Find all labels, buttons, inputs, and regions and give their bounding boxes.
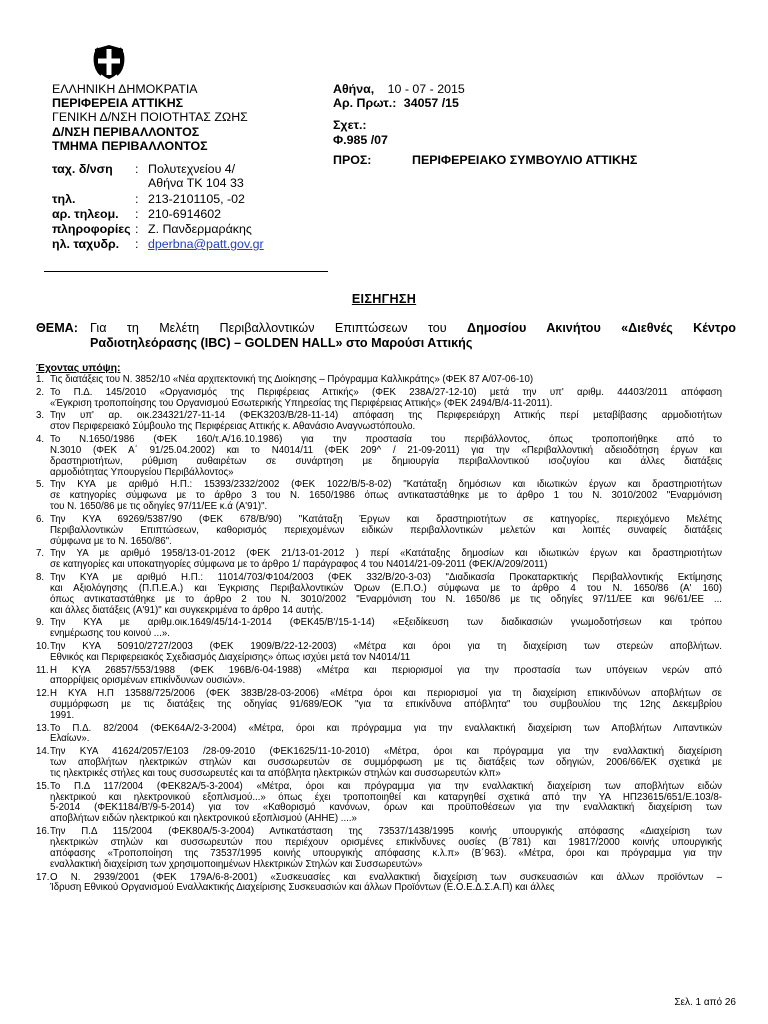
email-link[interactable]: dperbna@patt.gov.gr [148,237,264,251]
list-item-line: Ελαίων». [50,733,90,745]
greek-coat-of-arms-icon [92,44,126,80]
list-item-line: απορρίψεις ορισμένων επικίνδυνων ουσιών». [50,675,246,687]
list-item-line: ενημέρωσης του κοινού ...». [50,628,170,640]
list-item-line: εναλλακτική διαχείριση των χρησιμοποιημένων Ηλεκτρικών Στηλών και Συσσωρευτών» [50,858,423,870]
list-item-line: Ίδρυση Εθνικού Οργανισμού Εναλλακτικής Διαχείρισης Συσκευασιών και άλλων Προϊόντων (Ε.Ο.Ε.Δ.Σ.Α.Π) και άλλες [50,882,555,894]
list-item-line: Η ΚΥΑ Η.Π 13588/725/2006 (ΦΕΚ 383Β/28-03-2006) «Μέτρα όροι και περιορισμοί για τη διαχείριση επικινδύνων αποβλήτων σε [50,688,722,700]
list-item-line: 5-2014 (ΦΕΚ1184/Β'/9-5-2014) για τον «Καθορισμό κανόνων, όρων και προϋποθέσεων για την εναλλακτική διαχείριση των [50,802,722,814]
list-item-line: συμμόρφωση με τις διατάξεις της οδηγίας 91/689/ΕΟΚ "για τα επικίνδυνα απόβλητα" του συμβουλίου της 12ης Δεκεμβρίου [50,698,722,710]
region-name: ΠΕΡΙΦΕΡΕΙΑ ΑΤΤΙΚΗΣ [52,96,184,111]
department: ΤΜΗΜΑ ΠΕΡΙΒΑΛΛΟΝΤΟΣ [52,138,208,153]
list-item-line: τις ηλεκτρικές στήλες και τους συσσωρευτές και τα απόβλητα ηλεκτρικών στηλών και συσσωρευτών κλπ» [50,767,501,779]
list-item-number: 7. [36,548,45,560]
date-label: Αθήνα, [333,82,375,96]
address-line2: Αθήνα ΤΚ 104 33 [148,176,244,190]
issuing-authority [52,82,248,153]
directorate: Δ/ΝΣΗ ΠΕΡΙΒΑΛΛΟΝΤΟΣ [52,124,200,139]
list-item-line: ηλεκτρικού και ηλεκτρονικού εξοπλισμού...» όπως έχει τροποποιηθεί και καταργηθεί σχετικά από την ΥΑ ΗΠ23615/651/Ε.103/8- [50,791,722,803]
list-item-line: Το Π.Δ 117/2004 (ΦΕΚ82Α/5-3-2004) «Μέτρα, όροι και πρόγραμμα για την εναλλακτική διαχείριση των αποβλήτων ειδών [50,780,722,792]
list-item-number: 2. [36,386,45,398]
list-item-line: Ν.3010 (ΦΕΚ Α΄ 91/25.04.2002) και το Ν4014/11 (ΦΕΚ 209^ / 21-09-2011) για την «Περιβαλλοντική αδειοδότηση έργων και [50,444,722,456]
list-item-line: Την Π.Δ 115/2004 (ΦΕΚ80Α/5-3-2004) Αντικατάσταση της 73537/1438/1995 κοινής υπουργικής απόφασης «Διαχείριση των [50,826,722,838]
list-item-number: 6. [36,513,45,525]
document-date [333,82,465,96]
info-value: Ζ. Πανδερμαράκης [148,222,252,236]
list-item-line: «Έγκριση τροποποίησης του Οργανισμού Εσωτερικής Υπηρεσίας της Περιφέρειας Αττικής» (ΦΕΚ 2494/Β/4-11-2011). [50,397,553,409]
list-item-line: Το Π.Δ. 145/2010 «Οργανισμός της Περιφέρειας Αττικής» (ΦΕΚ 238Α/27-12-10) μετά την υπ' αριθμ. 44403/2011 απόφαση [50,386,722,398]
protocol-number [333,96,465,110]
list-item-number: 17. [36,871,50,883]
list-item-number: 3. [36,410,45,422]
fax-label: αρ. τηλεομ. [52,207,119,221]
list-item-line: Την ΥΑ με αριθμό 1958/13-01-2012 (ΦΕΚ 21/13-01-2012 ) περί «Κατάταξης δημοσίων και ιδιωτικών έργων και δραστηριοτήτων [50,548,722,560]
protocol-value: 34057 /15 [403,96,459,111]
list-item-line: Την ΚΥΑ 41624/2057/Ε103 /28-09-2010 (ΦΕΚ1625/11-10-2010) «Μέτρα, όροι και πρόγραμμα για την εναλλακτική διαχείριση [50,746,722,758]
considering-heading: Έχοντας υπόψη: [36,362,121,374]
list-item-line: 1991. [50,709,75,721]
list-item-line: Την υπ' αρ. οικ.234321/27-11-14 (ΦΕΚ3203/Β/28-11-14) απόφαση της Περιφερειάρχη Αττικής περί μεταβίβασης αρμοδιοτήτων [50,410,722,422]
date-value: 10 - 07 - 2015 [387,82,465,96]
document-title: ΕΙΣΗΓΗΣΗ [351,292,417,306]
list-item-number: 1. [36,374,45,385]
recipient [333,152,638,167]
address-label: ταχ. δ/νση [52,162,113,176]
list-item-line: Εθνικός και Περιφερειακός Σχεδιασμός Διαχείρισης» όπως ισχύει μετά τον Ν4014/11 [50,651,411,663]
list-item-number: 8. [36,571,45,583]
list-item-line: και άλλες διατάξεις (Α'91)" και συγκεκριμένα το άρθρο 14 αυτής. [50,604,324,616]
list-item-line: Το Π.Δ. 82/2004 (ΦΕΚ64Α/2-3-2004) «Μέτρα, όροι και πρόγραμμα για την εναλλακτική διαχείριση των Αποβλήτων Λιπαντικών [50,722,722,734]
info-label: πληροφορίες [52,222,131,236]
list-item-line: και Αξιολόγησης (Π.Π.Ε.Α.) και Έγκρισης Περιβαλλοντικών Όρων (Ε.Π.Ο.) σύμφωνα με το άρθρο 4 του Ν. 1650/86 (Α' 160) [50,582,722,594]
list-item-line: σε κατηγορίες και υποκατηγορίες σύμφωνα με το άρθρο 1/ παράγραφος 4 του Ν4014/21-09-2011 (ΦΕΚ/Α/209/2011) [50,559,548,571]
list-item-line: απόφασης «Τροποποίηση της 73537/1995 κοινής υπουργικής απόφασης κ.λ.π» (Β΄963). «Μέτρα, όροι και πρόγραμμα για την [50,847,722,859]
list-item-number: 12. [36,688,50,700]
list-item-line: των αποβλήτων ηλεκτρικών στηλών και συσσωρευτών σε συμμόρφωση με τις διατάξεις των οδηγιών, 2006/66/ΕΚ σχετικά με [50,757,722,769]
list-item-line: του Ν. 1650/86 με τις οδηγίες 97/11/ΕΕ κ.ά (Α'91)". [50,501,268,513]
list-item-number: 16. [36,826,50,838]
list-item-line: όπως αντικαταστάθηκε με το άρθρο 2 του Ν. 3010/2002 "Εναρμόνιση του Ν. 1650/86 με τις οδηγίες 97/11/ΕΕ και 96/61/ΕΕ ... [50,593,722,605]
recipient-label: ΠΡΟΣ: [333,152,372,167]
list-item-number: 13. [36,722,50,734]
address-line1: Πολυτεχνείου 4/ [148,162,236,176]
document-meta [333,82,638,167]
list-item-number: 11. [36,664,49,676]
list-item-line: Την ΚΥΑ με αριθμό Η.Π.: 15393/2332/2002 (ΦΕΚ 1022/Β/5-8-02) "Κατάταξη δημόσιων και ιδιωτικών έργων και δραστηριοτήτων [50,479,722,491]
subject-line1: Για τη Μελέτη Περιβαλλοντικών Επιπτώσεων του Δημοσίου Ακινήτου «Διεθνές Κέντρο [90,321,736,335]
list-item-line: σε κατηγορίες σύμφωνα με το άρθρο 3 του Ν. 1650/1986 όπως αντικαταστάθηκε με το άρθρο 1 του Ν. 3010/2002 "Εναρμόνιση [50,490,722,502]
list-item-line: Την ΚΥΑ 50910/2727/2003 (ΦΕΚ 1909/Β/22-12-2003) «Μέτρα και όροι για τη διαχείριση των στερεών αποβλήτων. [50,640,722,652]
list-item-line: στον Περιφερειακό Σύμβουλο της Περιφέρειας Αττικής κ. Αθανάσιο Αναγνωστόπουλο. [50,421,416,433]
page-number: Σελ. 1 από 26 [674,997,736,1008]
list-item-number: 14. [36,746,50,758]
list-item-number: 10. [36,640,50,652]
list-item-line: Η ΚΥΑ 26857/553/1988 (ΦΕΚ 196Β/6-04-1988) «Μέτρα και περιορισμοί για την προστασία των υπόγειων νερών από [50,664,722,676]
list-item-line: δραστηριοτήτων, ρύθμιση αυθαιρέτων σε συνάρτηση με δημιουργία περιβαλλοντικού ισοζυγίου και άλλες διατάξεις [50,455,722,467]
list-item-line: ηλεκτρικών στηλών και συσσωρευτών που περιέχουν ορισμένες επικίνδυνες ουσίες (Β΄781) και 19817/2000 κοινής υπουργικής [50,836,722,848]
list-item-number: 5. [36,479,45,491]
list-item-line: Περιβαλλοντικών Επιπτώσεων, καθορισμός περιεχομένων ειδικών περιβαλλοντικών μελετών και λοιπές συναφείς διατάξεις [50,524,722,536]
separator-line [44,271,328,272]
list-item-line: αποβλήτων ειδών ηλεκτρικού και ηλεκτρονικού εξοπλισμού (ΑΗΗΕ) ....» [50,813,357,825]
related-value: Φ.985 /07 [333,132,388,147]
phone-value: 213-2101105, -02 [148,192,245,206]
list-item-line: Την ΚΥΑ 69269/5387/90 (ΦΕΚ 678/Β/90) "Κατάταξη Έργων και δραστηριοτήτων σε κατηγορίες, περιεχόμενο Μελέτης [50,513,722,525]
protocol-label: Αρ. Πρωτ.: [333,96,397,111]
list-item-line: αρμοδιότητας Υπουργείου Περιβάλλοντος» [50,466,234,478]
phone-label: τηλ. [52,192,76,206]
list-item-line: Ο Ν. 2939/2001 (ΦΕΚ 179Α/6-8-2001) «Συσκευασίες και εναλλακτική διαχείριση των συσκευασιών και άλλων προϊόντων – [50,871,722,883]
related-label: Σχετ.: [333,118,367,133]
recipient-value: ΠΕΡΙΦΕΡΕΙΑΚΟ ΣΥΜΒΟΥΛΙΟ ΑΤΤΙΚΗΣ [412,152,638,167]
list-item-line: Την ΚΥΑ με αριθμ.οικ.1649/45/14-1-2014 (ΦΕΚ45/Β'/15-1-14) «Εξειδίκευση των διαδικασιών γνωμοδοτήσεων και τρόπου [50,617,722,629]
subject-line2: Ραδιοτηλεόρασης (IBC) – GOLDEN HALL» στο Μαρούσι Αττικής [90,336,473,350]
list-item-line: Τις διατάξεις του Ν. 3852/10 «Νέα αρχιτεκτονική της Διοίκησης – Πρόγραμμα Καλλικράτης» (ΦΕΚ 87 Α/07-06-10) [50,374,534,385]
list-item-number: 4. [36,433,45,445]
email-label: ηλ. ταχυδρ. [52,237,120,251]
general-directorate: ΓΕΝΙΚΗ Δ/ΝΣΗ ΠΟΙΟΤΗΤΑΣ ΖΩΗΣ [52,110,248,125]
list-item-line: σύμφωνα με το Ν. 1650/86". [50,535,172,547]
list-item-number: 15. [36,780,50,792]
fax-value: 210-6914602 [148,207,222,221]
subject-label: ΘΕΜΑ: [36,321,78,335]
republic-name: ΕΛΛΗΝΙΚΗ ΔΗΜΟΚΡΑΤΙΑ [52,82,198,96]
list-item-number: 9. [36,617,45,629]
list-item-line: Την ΚΥΑ με αριθμό Η.Π.: 11014/703/Φ104/2003 (ΦΕΚ 332/Β/20-3-03) "Διαδικασία Προκαταρκτικής Περιβαλλοντικής Εκτίμησης [50,571,722,583]
list-item-line: Το Ν.1650/1986 (ΦΕΚ 160/τ.Α/16.10.1986) για την προστασία του περιβάλλοντος, όπως τροποποιήθηκε από το [50,433,722,445]
